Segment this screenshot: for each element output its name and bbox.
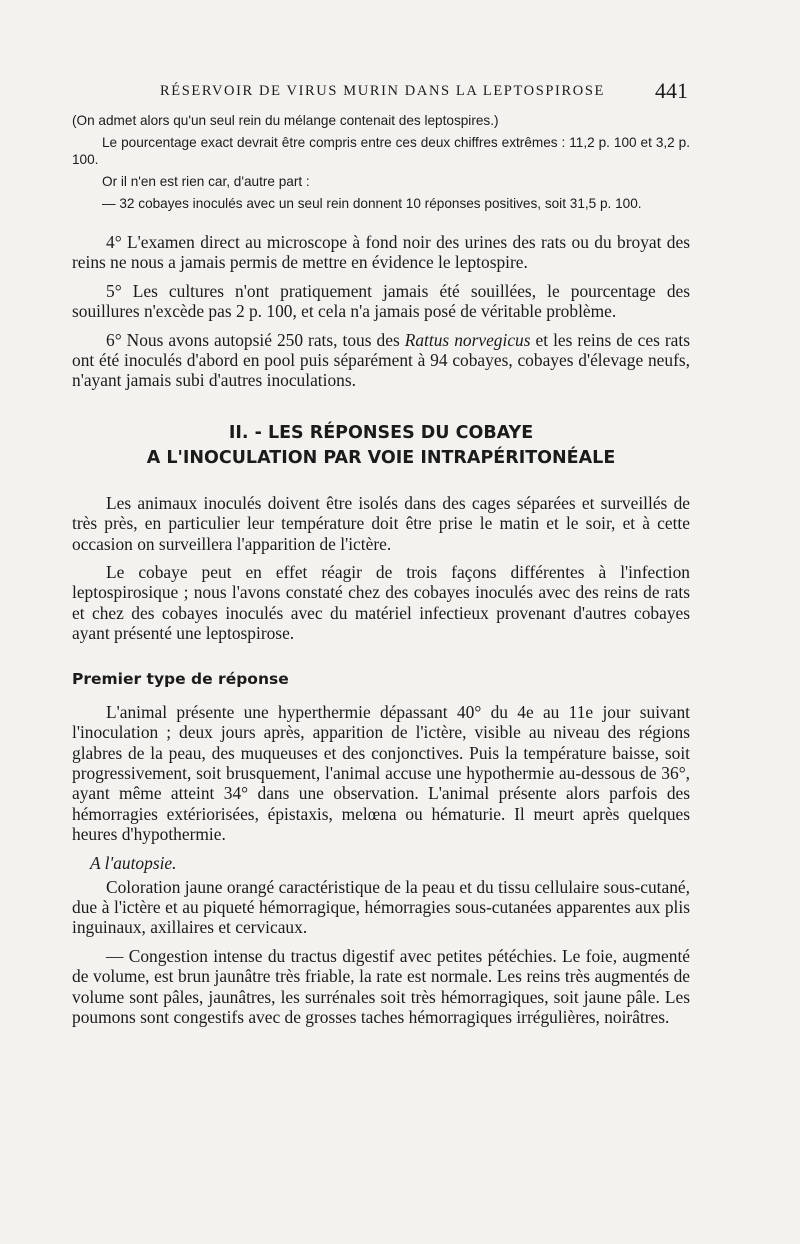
response-paragraph: L'animal présente une hyperthermie dépassant 40° du 4e au 11e jour suivant l'inoculation ; deux jours après, apparition de l'ictère, visible au niveau des régions glabres de la peau, des muqueuses et des conjonctives. Puis la température baisse, soit progressivement, soit brusquement, l'animal accuse une hypothermie au-dessous de 36°, ayant même atteint 34° dans une observation. L'animal présente alors parfois des hémorragies extériorisées, épistaxis, melœna ou hématurie. Il meurt après quelques heures d'hypothermie. <box>72 701 690 845</box>
page-number: 441 <box>655 78 688 103</box>
page-header <box>72 0 690 112</box>
paragraph-6-start: 6° Nous avons autopsié 250 rats, tous des <box>106 329 405 350</box>
section-paragraph: Le cobaye peut en effet réagir de trois façons différentes à l'infection leptospirosique ; nous l'avons constaté chez des cobayes inoculés avec des reins de rats et chez des cobayes inoculés avec du matériel infectieux provenant d'autres cobayes ayant présenté une leptospirose. <box>72 562 690 644</box>
paragraph-6 <box>72 330 690 391</box>
section-heading-line-2: A L'INOCULATION PAR VOIE INTRAPÉRITONÉALE <box>146 447 616 468</box>
footnote-line: Or il n'en est rien car, d'autre part : <box>102 174 310 189</box>
autopsy-paragraph: Coloration jaune orangé caractéristique de la peau et du tissu cellulaire sous-cutané, due à l'ictère et au piqueté hémorragique, hémorragies sous-cutanées apparentes aux plis inguinaux, axillaires et cervicaux. <box>72 876 690 938</box>
running-title: RÉSERVOIR DE VIRUS MURIN DANS LA LEPTOSPIROSE <box>160 83 605 99</box>
footnote-line: Le pourcentage exact devrait être compris entre ces deux chiffres extrêmes : 11,2 p. 100 et 3,2 p. 100. <box>72 135 690 167</box>
section-heading <box>72 421 690 471</box>
paragraph-4: 4° L'examen direct au microscope à fond noir des urines des rats ou du broyat des reins ne nous a jamais permis de mettre en évidence le leptospire. <box>72 232 690 273</box>
subheading: Premier type de réponse <box>72 669 289 688</box>
footnote-line: — 32 cobayes inoculés avec un seul rein donnent 10 réponses positives, soit 31,5 p. 100. <box>102 196 642 211</box>
section-heading-line-1: II. - LES RÉPONSES DU COBAYE <box>228 422 534 443</box>
species-name: Rattus norvegicus <box>404 329 531 350</box>
paragraph-6-end: et les reins de ces rats ont été inoculés d'abord en pool puis séparément à 94 cobayes, cobayes d'élevage neufs, n'ayant jamais subi d'autres inoculations. <box>72 329 690 391</box>
autopsy-paragraph: — Congestion intense du tractus digestif avec petites pétéchies. Le foie, augmenté de volume, est brun jaunâtre très friable, la rate est normale. Les reins très augmentés de volume sont pâles, jaunâtres, les surrénales soit très hémorragiques, soit jaune pâle. Les poumons sont congestifs avec de grosses taches hémorragiques irrégulières, noirâtres. <box>72 945 690 1027</box>
autopsy-label: A l'autopsie. <box>90 852 177 873</box>
footnote-line: (On admet alors qu'un seul rein du mélange contenait des leptospires.) <box>72 113 499 128</box>
section-paragraph: Les animaux inoculés doivent être isolés dans des cages séparées et surveillés de très près, en particulier leur température doit être prise le matin et le soir, et à cette occasion on surveillera l'apparition de l'ictère. <box>72 492 690 554</box>
paragraph-5: 5° Les cultures n'ont pratiquement jamais été souillées, le pourcentage des souillures n'excède pas 2 p. 100, et cela n'a jamais posé de véritable problème. <box>72 280 690 322</box>
